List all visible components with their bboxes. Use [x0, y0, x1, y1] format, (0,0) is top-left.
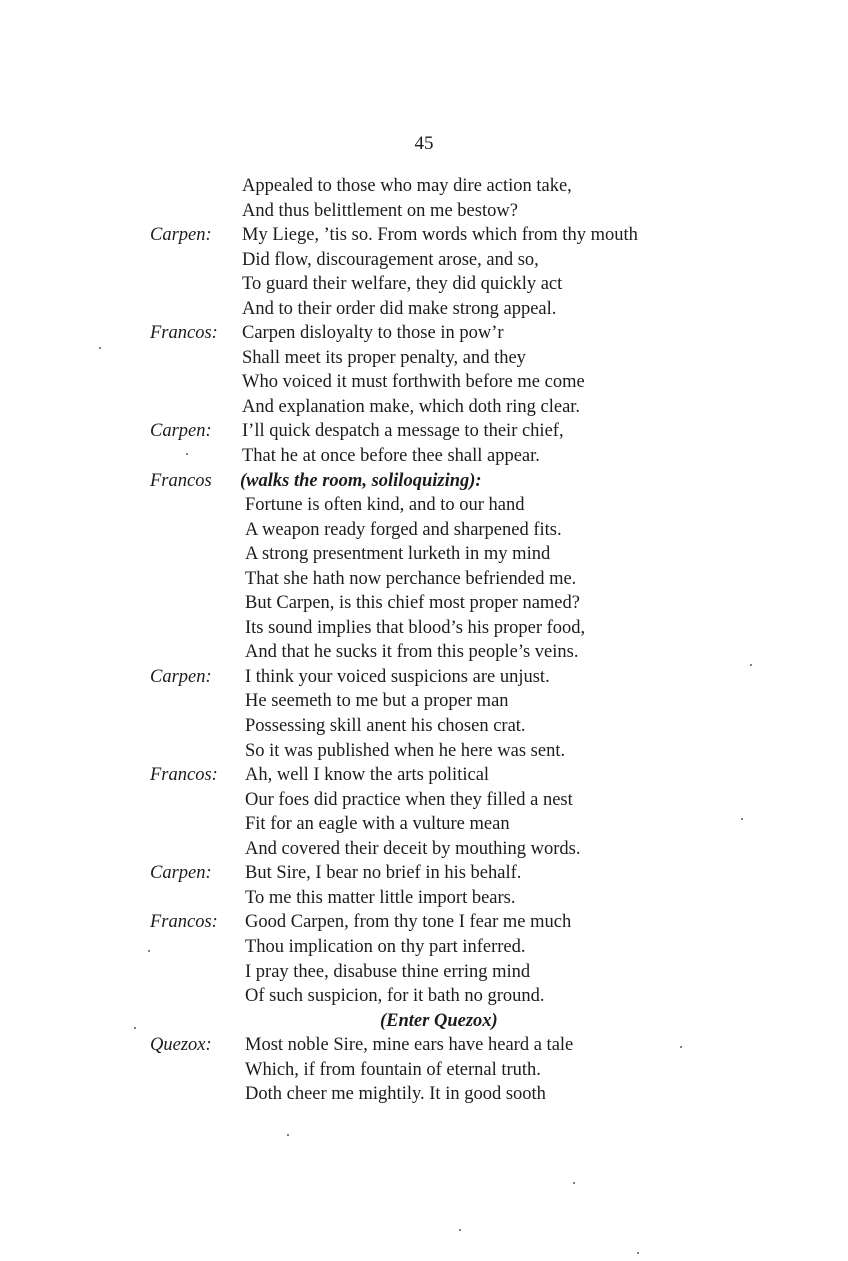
verse-text-block [150, 174, 840, 1107]
verse-text: Doth cheer me mightily. It in good sooth [245, 1084, 546, 1105]
verse-line [150, 1033, 840, 1058]
verse-text: Which, if from fountain of eternal truth. [245, 1059, 541, 1080]
verse-line [150, 493, 840, 518]
verse-text: To me this matter little import bears. [245, 887, 516, 908]
verse-line [150, 763, 840, 788]
speaker-label: Francos: [150, 912, 218, 933]
verse-text: And covered their deceit by mouthing words. [245, 838, 581, 859]
verse-line [150, 640, 840, 665]
verse-text: Of such suspicion, for it bath no ground. [245, 986, 545, 1007]
verse-text: Thou implication on thy part inferred. [245, 936, 526, 957]
verse-line [150, 518, 840, 543]
scan-speck [680, 1046, 682, 1048]
verse-line [150, 960, 840, 985]
verse-text: And explanation make, which doth ring clear. [242, 396, 581, 417]
verse-line [150, 1082, 840, 1107]
verse-text: My Liege, ’tis so. From words which from thy mouth [242, 225, 638, 246]
verse-line [150, 567, 840, 592]
scan-speck [459, 1229, 461, 1231]
verse-text: I’ll quick despatch a message to their chief, [242, 421, 564, 442]
scan-speck [637, 1252, 639, 1254]
verse-line [150, 272, 840, 297]
scan-speck [148, 950, 150, 952]
verse-text: Who voiced it must forthwith before me come [242, 372, 585, 393]
verse-text: Carpen disloyalty to those in pow’r [242, 323, 504, 344]
verse-line [150, 861, 840, 886]
verse-text: I think your voiced suspicions are unjust. [245, 666, 550, 687]
speaker-label: Quezox: [150, 1035, 212, 1056]
verse-text: I pray thee, disabuse thine erring mind [245, 961, 531, 982]
scan-speck [99, 347, 101, 349]
verse-line [150, 788, 840, 813]
verse-text: And to their order did make strong appeal. [242, 298, 557, 319]
stage-direction-inline: (walks the room, soliloquizing): [240, 470, 482, 491]
verse-text: Ah, well I know the arts political [245, 765, 490, 786]
speaker-label: Carpen: [150, 666, 212, 687]
scan-speck [750, 664, 752, 666]
verse-line [150, 297, 840, 322]
verse-line [150, 984, 840, 1009]
verse-text: A strong presentment lurketh in my mind [245, 544, 551, 565]
verse-text: Most noble Sire, mine ears have heard a tale [245, 1035, 574, 1056]
verse-line [150, 444, 840, 469]
verse-text: That she hath now perchance befriended me. [245, 568, 577, 589]
verse-text: Appealed to those who may dire action take, [242, 176, 572, 196]
verse-line [150, 419, 840, 444]
verse-text: Fortune is often kind, and to our hand [245, 495, 525, 516]
verse-line [150, 395, 840, 420]
verse-line [150, 199, 840, 224]
verse-text: Did flow, discouragement arose, and so, [242, 249, 539, 270]
verse-line [150, 837, 840, 862]
verse-text: He seemeth to me but a proper man [245, 691, 509, 712]
verse-text: Fit for an eagle with a vulture mean [245, 814, 510, 835]
speaker-label: Carpen: [150, 863, 212, 884]
speaker-label: Francos: [150, 765, 218, 786]
stage-direction-line [150, 1009, 840, 1034]
scan-speck [287, 1134, 289, 1136]
verse-line [150, 665, 840, 690]
stage-direction: (Enter Quezox) [380, 1010, 498, 1031]
verse-line [150, 616, 840, 641]
speaker-label: Francos [150, 470, 212, 491]
verse-line [150, 689, 840, 714]
verse-text: To guard their welfare, they did quickly act [242, 274, 563, 295]
verse-text: And that he sucks it from this people’s veins. [245, 642, 579, 663]
verse-line [150, 1058, 840, 1083]
verse-line [150, 346, 840, 371]
verse-line [150, 886, 840, 911]
scan-speck [134, 1027, 136, 1029]
speaker-label: Carpen: [150, 225, 212, 246]
verse-line [150, 321, 840, 346]
verse-text: But Carpen, is this chief most proper named? [245, 593, 580, 614]
verse-text: So it was published when he here was sent. [245, 740, 566, 761]
speaker-label: Carpen: [150, 421, 212, 442]
scan-speck [741, 818, 743, 820]
page-number: 45 [414, 133, 434, 154]
verse-line [150, 542, 840, 567]
verse-line [150, 248, 840, 273]
verse-text: Shall meet its proper penalty, and they [242, 347, 526, 368]
verse-line [150, 223, 840, 248]
scan-speck [186, 453, 188, 455]
verse-text: But Sire, I bear no brief in his behalf. [245, 863, 522, 884]
verse-line [150, 935, 840, 960]
scan-speck [573, 1182, 575, 1184]
verse-line [150, 591, 840, 616]
verse-text: Its sound implies that blood’s his proper food, [245, 617, 586, 638]
verse-text: And thus belittlement on me bestow? [242, 200, 518, 221]
verse-text: Our foes did practice when they filled a nest [245, 789, 573, 810]
verse-text: A weapon ready forged and sharpened fits. [245, 519, 562, 540]
verse-line [150, 469, 840, 494]
verse-line [150, 174, 840, 199]
verse-line [150, 910, 840, 935]
verse-text: That he at once before thee shall appear. [242, 446, 540, 467]
verse-line [150, 739, 840, 764]
verse-line [150, 714, 840, 739]
verse-text: Possessing skill anent his chosen crat. [245, 716, 526, 737]
verse-text: Good Carpen, from thy tone I fear me much [245, 912, 572, 933]
verse-line [150, 370, 840, 395]
speaker-label: Francos: [150, 323, 218, 344]
verse-line [150, 812, 840, 837]
